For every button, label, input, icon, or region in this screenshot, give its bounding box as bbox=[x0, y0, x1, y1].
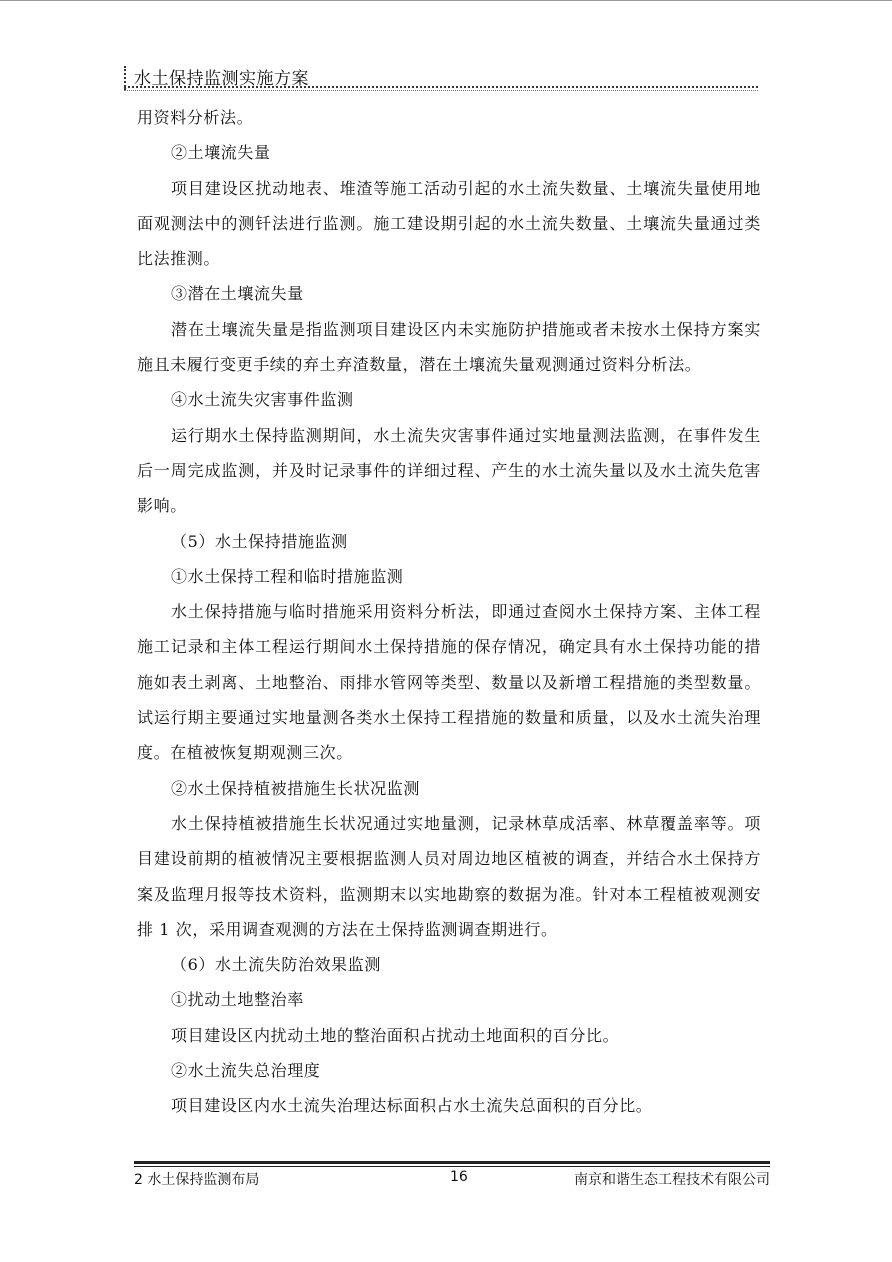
paragraph: 潜在土壤流失量是指监测项目建设区内未实施防护措施或者未按水土保持方案实施且未履行变更手续的弃土弃渣数量，潜在土壤流失量观测通过资料分析法。 bbox=[137, 319, 761, 375]
footer-rule bbox=[134, 1161, 770, 1164]
document-body bbox=[137, 100, 761, 1124]
section-heading: （6）水土流失防治效果监测 bbox=[171, 955, 381, 975]
subheading: ④水土流失灾害事件监测 bbox=[171, 390, 354, 410]
paragraph: 项目建设区扰动地表、堆渣等施工活动引起的水土流失数量、土壤流失量使用地面观测法中的测钎法进行监测。施工建设期引起的水土流失数量、土壤流失量通过类比法推测。 bbox=[137, 178, 761, 269]
header-rule-secondary bbox=[124, 90, 758, 91]
page-footer bbox=[134, 1169, 770, 1189]
header-title: 水土保持监测实施方案 bbox=[134, 69, 309, 89]
subheading: ③潜在土壤流失量 bbox=[171, 284, 304, 304]
subheading: ②土壤流失量 bbox=[171, 143, 271, 163]
subheading: ②水土流失总治理度 bbox=[171, 1061, 321, 1081]
footer-rule-secondary bbox=[134, 1166, 770, 1167]
page-header bbox=[124, 60, 758, 92]
header-rule bbox=[124, 86, 758, 88]
paragraph: 用资料分析法。 bbox=[137, 108, 254, 127]
subheading: ②水土保持植被措施生长状况监测 bbox=[171, 778, 421, 798]
paragraph: 水土保持措施与临时措施采用资料分析法，即通过查阅水土保持方案、主体工程施工记录和主体工程运行期间水土保持措施的保存情况，确定具有水土保持功能的措施如表土剥离、土地整治、雨排水管网等类型、数量以及新增工程措施的类型数量。试运行期主要通过实地量测各类水土保持工程措施的数量和质量，以及水土流失治理度。在植被恢复期观测三次。 bbox=[137, 602, 761, 763]
section-heading: （5）水土保持措施监测 bbox=[171, 531, 348, 551]
paragraph: 运行期水土保持监测期间，水土流失灾害事件通过实地量测法监测，在事件发生后一周完成监测，并及时记录事件的详细过程、产生的水土流失量以及水土流失危害影响。 bbox=[137, 425, 761, 516]
subheading: ①水土保持工程和临时措施监测 bbox=[171, 566, 404, 586]
paragraph: 项目建设区内水土流失治理达标面积占水土流失总面积的百分比。 bbox=[171, 1096, 653, 1116]
footer-chapter: 2 水土保持监测布局 bbox=[134, 1172, 260, 1188]
footer-company: 南京和谐生态工程技术有限公司 bbox=[574, 1172, 770, 1188]
paragraph: 水土保持植被措施生长状况通过实地量测，记录林草成活率、林草覆盖率等。项目建设前期的植被情况主要根据监测人员对周边地区植被的调查，并结合水土保持方案及监理月报等技术资料，监测期末以实地勘察的数据为准。针对本工程植被观测安排 1 次，采用调查观测的方法在土保持监测调查期进行。 bbox=[137, 813, 761, 939]
page-top-border bbox=[0, 0, 892, 1]
subheading: ①扰动土地整治率 bbox=[171, 990, 304, 1010]
paragraph: 项目建设区内扰动土地的整治面积占扰动土地面积的百分比。 bbox=[171, 1025, 620, 1045]
page-number: 16 bbox=[450, 1169, 468, 1185]
